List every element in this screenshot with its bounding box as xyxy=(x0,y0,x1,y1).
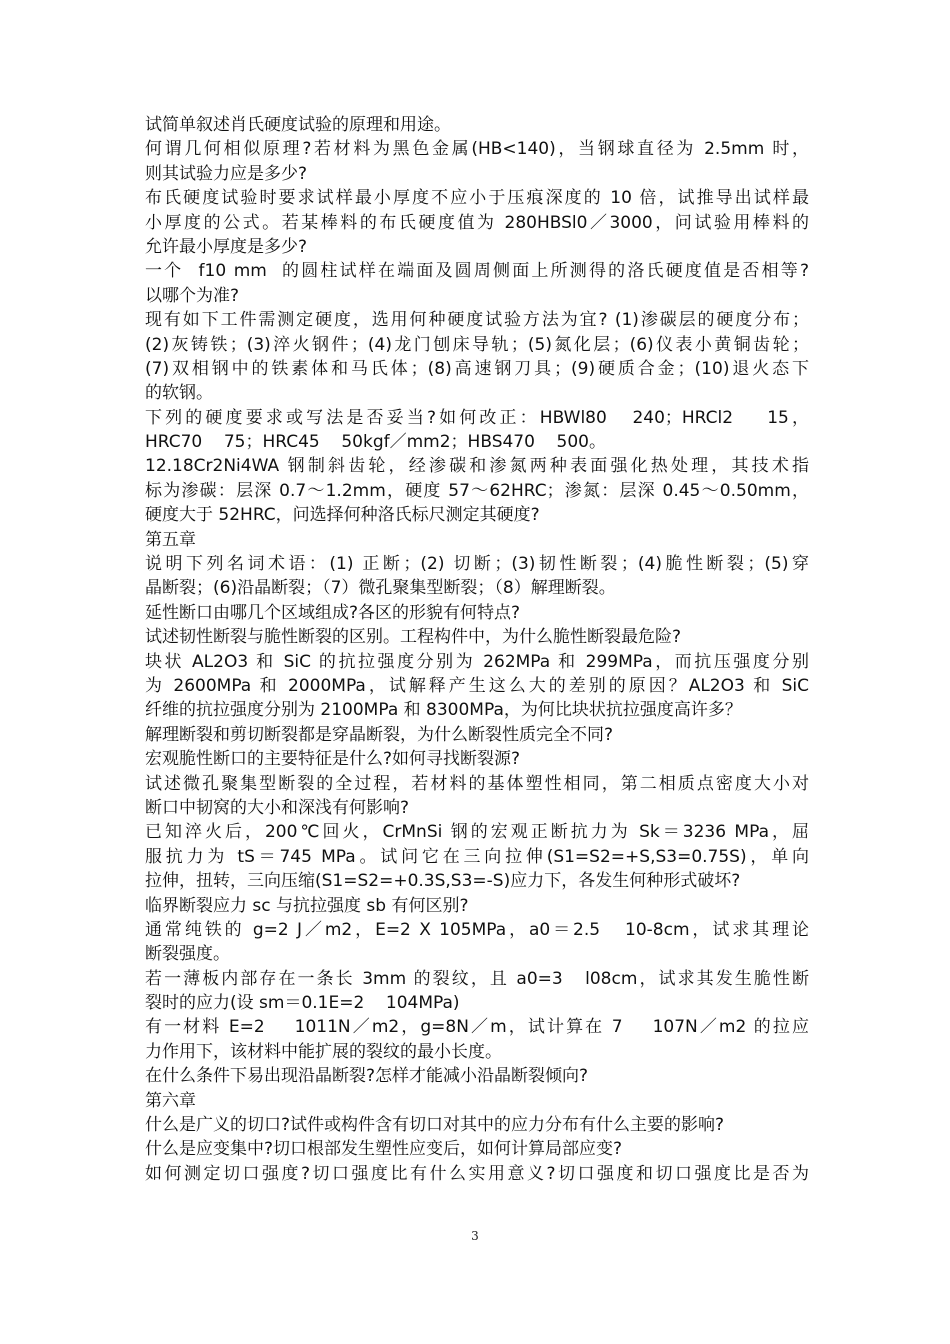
text-line: 什么是广义的切口?试件或构件含有切口对其中的应力分布有什么主要的影响? xyxy=(145,1115,725,1136)
text-line: 下列的硬度要求或写法是否妥当?如何改正：HBWl80 240；HRCl2 15， xyxy=(145,407,809,428)
text-line: 试简单叙述肖氏硬度试验的原理和用途。 xyxy=(145,115,451,135)
paragraph-al2o3-sic xyxy=(145,650,809,723)
paragraph-generalized-notch xyxy=(145,1113,809,1137)
text-line: (2)灰铸铁；(3)淬火钢件；(4)龙门刨床导轨；(5)氮化层；(6)仪表小黄铜齿轮； xyxy=(145,334,809,355)
paragraph-crmnsi-steel xyxy=(145,820,809,893)
paragraph-macro-brittle xyxy=(145,747,809,771)
text-line: 晶断裂；(6)沿晶断裂；（7）微孔聚集型断裂；（8）解理断裂。 xyxy=(145,578,616,599)
text-line: 力作用下，该材料中能扩展的裂纹的最小长度。 xyxy=(145,1041,502,1062)
paragraph-helical-gear xyxy=(145,454,809,527)
text-line: 现有如下工件需测定硬度，选用何种硬度试验方法为宜? (1)渗碳层的硬度分布； xyxy=(145,310,809,331)
text-line: (7)双相钢中的铁素体和马氏体；(8)高速钢刀具；(9)硬质合金；(10)退火态下 xyxy=(145,358,809,379)
text-line: 已知淬火后，200℃回火，CrMnSi 钢的宏观正断抗力为 Sk＝3236 MPa，屈 xyxy=(145,822,809,843)
paragraph-ductile-fracture-zones xyxy=(145,601,809,625)
text-line: HRC70 75；HRC45 50kgf／mm2；HBS470 500。 xyxy=(145,432,607,453)
paragraph-cleavage-shear xyxy=(145,723,809,747)
text-line: 布氏硬度试验时要求试样最小厚度不应小于压痕深度的 10 倍，试推导出试样最 xyxy=(145,188,809,209)
chapter-title: 第六章 xyxy=(145,1090,196,1111)
text-line: 允许最小厚度是多少? xyxy=(145,236,308,257)
text-line: 什么是应变集中?切口根部发生塑性应变后，如何计算局部应变? xyxy=(145,1139,623,1160)
paragraph-strain-concentration xyxy=(145,1137,809,1161)
text-line: 有一材料 E=2 1011N／m2，g=8N／m，试计算在 7 107N／m2 的拉应 xyxy=(145,1017,809,1038)
paragraph-microvoid xyxy=(145,772,809,821)
paragraph-hardness-methods xyxy=(145,308,809,406)
text-line: 小厚度的公式。若某棒料的布氏硬度值为 280HBSl0／3000，问试验用棒料的 xyxy=(145,212,809,233)
text-line: 通常纯铁的 g=2 J／m2，E=2 X 105MPa，a0＝2.5 10-8cm，试求其理论 xyxy=(145,919,809,940)
text-line: 在什么条件下易出现沿晶断裂?怎样才能减小沿晶断裂倾向? xyxy=(145,1066,589,1087)
document-body xyxy=(145,113,809,1186)
paragraph-geometric-similarity xyxy=(145,137,809,186)
text-line: 以哪个为准? xyxy=(145,285,240,306)
text-line: 何谓几何相似原理?若材料为黑色金属(HB<140)，当钢球直径为 2.5mm 时， xyxy=(145,139,809,160)
text-line: 块状 AL2O3 和 SiC 的抗拉强度分别为 262MPa 和 299MPa，而抗压强度分别 xyxy=(145,651,809,672)
text-line: 若一薄板内部存在一条长 3mm 的裂纹，且 a0=3 l08cm，试求其发生脆性断 xyxy=(145,968,809,989)
text-line: 标为渗碳：层深 0.7～1.2mm，硬度 57～62HRC；渗氮：层深 0.45～0.50mm， xyxy=(145,480,809,501)
text-line: 一个 f10 mm 的圆柱试样在端面及圆周侧面上所测得的洛氏硬度值是否相等? xyxy=(145,261,809,282)
page-number: 3 xyxy=(471,1229,479,1243)
paragraph-ductile-vs-brittle xyxy=(145,625,809,649)
text-line: 纤维的抗拉强度分别为 2100MPa 和 8300MPa，为何比块状抗拉强度高许多？ xyxy=(145,700,742,721)
paragraph-intergranular xyxy=(145,1064,809,1088)
paragraph-rockwell-cylinder xyxy=(145,259,809,308)
paragraph-shore-hardness xyxy=(145,113,809,137)
paragraph-thin-plate-crack xyxy=(145,967,809,1016)
chapter-heading-6 xyxy=(145,1089,809,1113)
text-line: 断口中韧窝的大小和深浅有何影响? xyxy=(145,797,410,818)
text-line: 试述微孔聚集型断裂的全过程，若材料的基体塑性相同，第二相质点密度大小对 xyxy=(145,773,809,794)
text-line: 则其试验力应是多少? xyxy=(145,163,308,184)
text-line: 试述韧性断裂与脆性断裂的区别。工程构件中，为什么脆性断裂最危险? xyxy=(145,627,682,648)
paragraph-pure-iron xyxy=(145,918,809,967)
paragraph-min-crack-length xyxy=(145,1015,809,1064)
text-line: 裂时的应力(设 sm＝0.1E=2 104MPa) xyxy=(145,993,460,1014)
text-line: 延性断口由哪几个区域组成?各区的形貌有何特点? xyxy=(145,602,521,623)
paragraph-hardness-notation xyxy=(145,406,809,455)
text-line: 临界断裂应力 sc 与抗拉强度 sb 有何区别? xyxy=(145,895,469,916)
text-line: 服抗力为 tS＝745 MPa。试问它在三向拉伸(S1=S2=+S,S3=0.75S)，单向 xyxy=(145,846,809,867)
chapter-title: 第五章 xyxy=(145,529,196,550)
text-line: 12.18Cr2Ni4WA 钢制斜齿轮，经渗碳和渗氮两种表面强化热处理，其技术指 xyxy=(145,456,809,477)
text-line: 说明下列名词术语：(1) 正断；(2) 切断；(3)韧性断裂；(4)脆性断裂；(5)穿 xyxy=(145,554,809,575)
text-line: 如何测定切口强度?切口强度比有什么实用意义?切口强度和切口强度比是否为 xyxy=(145,1163,809,1184)
paragraph-fracture-terms xyxy=(145,552,809,601)
text-line: 解理断裂和剪切断裂都是穿晶断裂，为什么断裂性质完全不同? xyxy=(145,724,614,745)
paragraph-brinell-thickness xyxy=(145,186,809,259)
chapter-heading-5 xyxy=(145,528,809,552)
text-line: 硬度大于 52HRC，问选择何种洛氏标尺测定其硬度? xyxy=(145,505,540,526)
text-line: 断裂强度。 xyxy=(145,944,230,965)
text-line: 的软钢。 xyxy=(145,383,213,404)
text-line: 拉伸，扭转，三向压缩(S1=S2=+0.3S,S3=-S)应力下，各发生何种形式破坏? xyxy=(145,871,741,892)
paragraph-notch-strength xyxy=(145,1162,809,1186)
text-line: 为 2600MPa 和 2000MPa，试解释产生这么大的差别的原因？AL2O3 和 SiC xyxy=(145,675,809,696)
text-line: 宏观脆性断口的主要特征是什么?如何寻找断裂源? xyxy=(145,749,521,770)
paragraph-critical-stress xyxy=(145,894,809,918)
